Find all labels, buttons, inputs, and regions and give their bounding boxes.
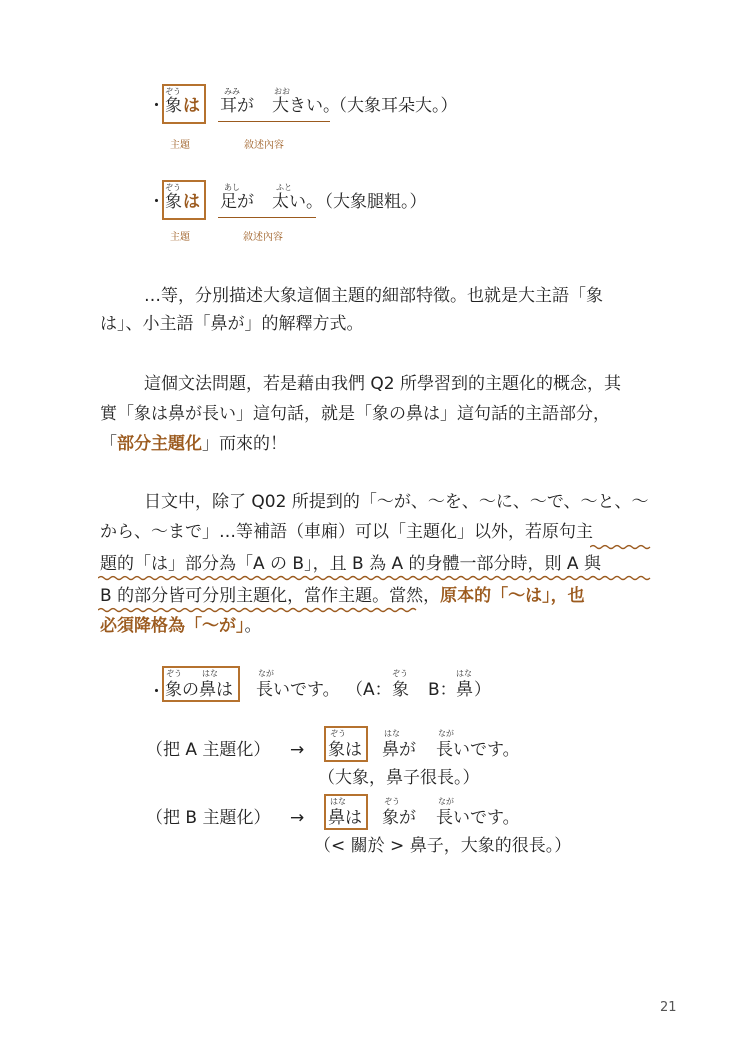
ruby: ぞう: [330, 729, 346, 738]
word: 象が: [382, 808, 416, 828]
label-content: 敘述內容: [243, 232, 283, 243]
ruby: ぞう: [166, 669, 182, 678]
ruby: おお: [274, 87, 290, 96]
ruby: はな: [456, 669, 472, 678]
ruby: ぞう: [384, 797, 400, 806]
paragraph-line: [100, 588, 585, 605]
wavy-underline: [98, 575, 652, 581]
paragraph-line: 日文中，除了 Q02 所提到的「～が、～を、～に、～で、～と、～: [144, 492, 649, 512]
emphasis-text: 原本的「～は」，也: [440, 586, 585, 606]
word: 長いです。: [436, 740, 520, 760]
paragraph-line: 這個文法問題，若是藉由我們 Q2 所學習到的主題化的概念，其: [144, 374, 622, 394]
bullet: ・: [148, 96, 165, 116]
ruby: はな: [330, 797, 346, 806]
word: 長いです。: [436, 808, 520, 828]
ruby: ぞう: [392, 669, 408, 678]
bullet: ・: [148, 192, 165, 212]
a-word: 象: [392, 680, 409, 700]
wavy-text: 原句主: [542, 522, 593, 542]
transform-label: （把 A 主題化）: [146, 740, 271, 760]
translation: （大象，鼻子很長。）: [318, 768, 480, 788]
paragraph-line: [100, 524, 593, 541]
ruby: なが: [258, 669, 274, 678]
page-number: 21: [660, 1000, 677, 1015]
ruby: ぞう: [165, 87, 181, 96]
paragraph-line: …等，分別描述大象這個主題的細部特徵。也就是大主語「象: [144, 286, 603, 306]
word: 鼻が: [382, 740, 416, 760]
topic-phrase: 象の鼻は: [165, 680, 233, 700]
word: 大きい。: [272, 96, 340, 116]
paragraph-line: [100, 618, 262, 635]
topic-particle: は: [183, 192, 200, 212]
content-underline: [218, 121, 330, 122]
topic-word: 象は: [328, 740, 362, 760]
text: 。當然，: [372, 586, 441, 606]
label-content: 敘述內容: [244, 140, 284, 151]
text: 。: [244, 616, 262, 636]
wavy-underline: [98, 607, 418, 613]
ruby: ぞう: [165, 183, 181, 192]
transform-label: （把 B 主題化）: [146, 808, 271, 828]
ruby: ふと: [276, 183, 292, 192]
translation: （大象耳朵大。）: [330, 96, 458, 116]
word: 太い。: [272, 192, 323, 212]
emphasis-text: 部分主題化: [117, 434, 202, 454]
subject-word: 象: [165, 96, 182, 116]
wavy-text: B 的部分皆可分別主題化，當作主題: [100, 586, 373, 606]
text: から、～まで」…等補語（車廂）可以「主題化」以外，若: [100, 522, 542, 542]
b-label: B：: [428, 680, 457, 700]
wavy-underline: [590, 544, 652, 550]
ab-close: ）: [474, 680, 491, 700]
topic-word: 鼻は: [328, 808, 362, 828]
topic-particle: は: [183, 96, 200, 116]
ab-open: （A：: [346, 680, 392, 700]
subject-word: 象: [165, 192, 182, 212]
emphasis-text: 必須降格為「～が」: [100, 616, 245, 636]
paragraph-line: 實「象は鼻が長い」這句話，就是「象の鼻は」這句話的主語部分，: [100, 404, 610, 424]
bullet: ・: [148, 682, 165, 702]
word: 耳が: [220, 96, 254, 116]
b-word: 鼻: [456, 680, 473, 700]
predicate: 長いです。: [256, 680, 340, 700]
ruby: はな: [384, 729, 400, 738]
translation: （大象腿粗。）: [316, 192, 427, 212]
paragraph-line: 題的「は」部分為「A の B」，且 B 為 A 的身體一部分時，則 A 與: [100, 554, 601, 574]
content-underline: [218, 217, 316, 218]
arrow-icon: →: [290, 740, 305, 760]
ruby: みみ: [224, 87, 240, 96]
ruby: はな: [202, 669, 218, 678]
bracket-open: 「: [100, 434, 117, 454]
arrow-icon: →: [290, 808, 305, 828]
translation: （< 關於 > 鼻子，大象的很長。）: [314, 836, 572, 856]
ruby: なが: [438, 729, 454, 738]
paragraph-line: は」、小主語「鼻が」的解釋方式。: [100, 314, 364, 334]
bracket-close: 」而來的！: [202, 434, 287, 454]
word: 足が: [220, 192, 254, 212]
ruby: あし: [224, 183, 240, 192]
label-topic: 主題: [170, 232, 190, 243]
label-topic: 主題: [170, 140, 190, 151]
paragraph-line: [100, 436, 287, 453]
ruby: なが: [438, 797, 454, 806]
